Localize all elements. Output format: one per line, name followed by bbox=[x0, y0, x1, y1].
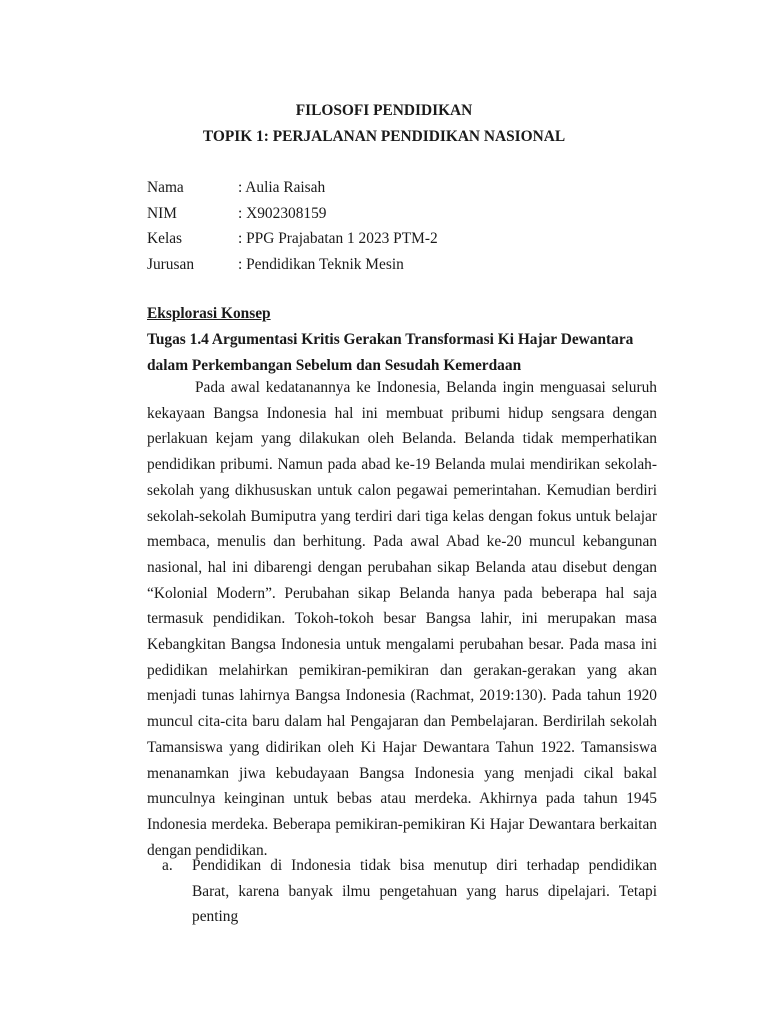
list-item bbox=[147, 853, 657, 930]
identity-value: : Aulia Raisah bbox=[238, 179, 326, 196]
task-title: Tugas 1.4 Argumentasi Kritis Gerakan Transformasi Ki Hajar Dewantara dalam Perkembangan Sebelum dan Sesudah Kemerdaan bbox=[147, 331, 634, 374]
identity-label: Jurusan bbox=[147, 256, 195, 274]
point-list bbox=[147, 853, 657, 930]
identity-value: : PPG Prajabatan 1 2023 PTM-2 bbox=[238, 230, 438, 248]
identity-row-nim bbox=[147, 204, 647, 230]
identity-row-kelas bbox=[147, 229, 647, 255]
section-heading: Eksplorasi Konsep bbox=[147, 305, 271, 322]
list-marker: a. bbox=[162, 857, 173, 874]
body-paragraph: Pada awal kedatanannya ke Indonesia, Belanda ingin menguasai seluruh kekayaan Bangsa Indonesia hal ini membuat pribumi hidup sengsara dengan perlakuan kejam yang dilakukan oleh Belanda. Belanda tidak memperhatikan pendidikan pribumi. Namun pada abad ke-19 Belanda mulai mendirikan sekolah-sekolah yang dikhususkan untuk calon pegawai pemerintahan. Kemudian berdiri sekolah-sekolah Bumiputra yang terdiri dari tiga kelas dengan fokus untuk belajar membaca, menulis dan berhitung. Pada awal Abad ke-20 muncul kebangunan nasional, hal ini dibarengi dengan perubahan sikap Belanda atau disebut dengan “Kolonial Modern”. Perubahan sikap Belanda hanya pada beberapa hal saja termasuk pendidikan. Tokoh-tokoh besar Bangsa lahir, ini merupakan masa Kebangkitan Bangsa Indonesia untuk mengalami perubahan besar. Pada masa ini pedidikan melahirkan pemikiran-pemikiran dan gerakan-gerakan yang akan menjadi tunas lahirnya Bangsa Indonesia (Rachmat, 2019:130). Pada tahun 1920 muncul cita-cita baru dalam hal Pengajaran dan Pembelajaran. Berdirilah sekolah Tamansiswa yang didirikan oleh Ki Hajar Dewantara Tahun 1922. Tamansiswa menanamkan jiwa kebudayaan Bangsa Indonesia yang menjadi cikal bakal munculnya keinginan untuk bebas atau merdeka. Akhirnya pada tahun 1945 Indonesia merdeka. Beberapa pemikiran-pemikiran Ki Hajar Dewantara berkaitan dengan pendidikan. bbox=[147, 379, 657, 859]
document-subtitle: TOPIK 1: PERJALANAN PENDIDIKAN NASIONAL bbox=[202, 128, 566, 145]
identity-value: : X902308159 bbox=[238, 204, 327, 222]
identity-row-jurusan bbox=[147, 255, 647, 281]
identity-label: Nama bbox=[147, 179, 184, 196]
identity-value: : Pendidikan Teknik Mesin bbox=[238, 256, 404, 274]
identity-label: Kelas bbox=[147, 230, 183, 248]
identity-row-nama bbox=[147, 178, 647, 204]
list-text: Pendidikan di Indonesia tidak bisa menutup diri terhadap pendidikan Barat, karena banyak ilmu pengetahuan yang harus dipelajari. Tetapi penting bbox=[192, 857, 657, 926]
identity-table bbox=[147, 178, 647, 281]
document-title: FILOSOFI PENDIDIKAN bbox=[295, 102, 473, 119]
identity-label: NIM bbox=[147, 204, 177, 222]
